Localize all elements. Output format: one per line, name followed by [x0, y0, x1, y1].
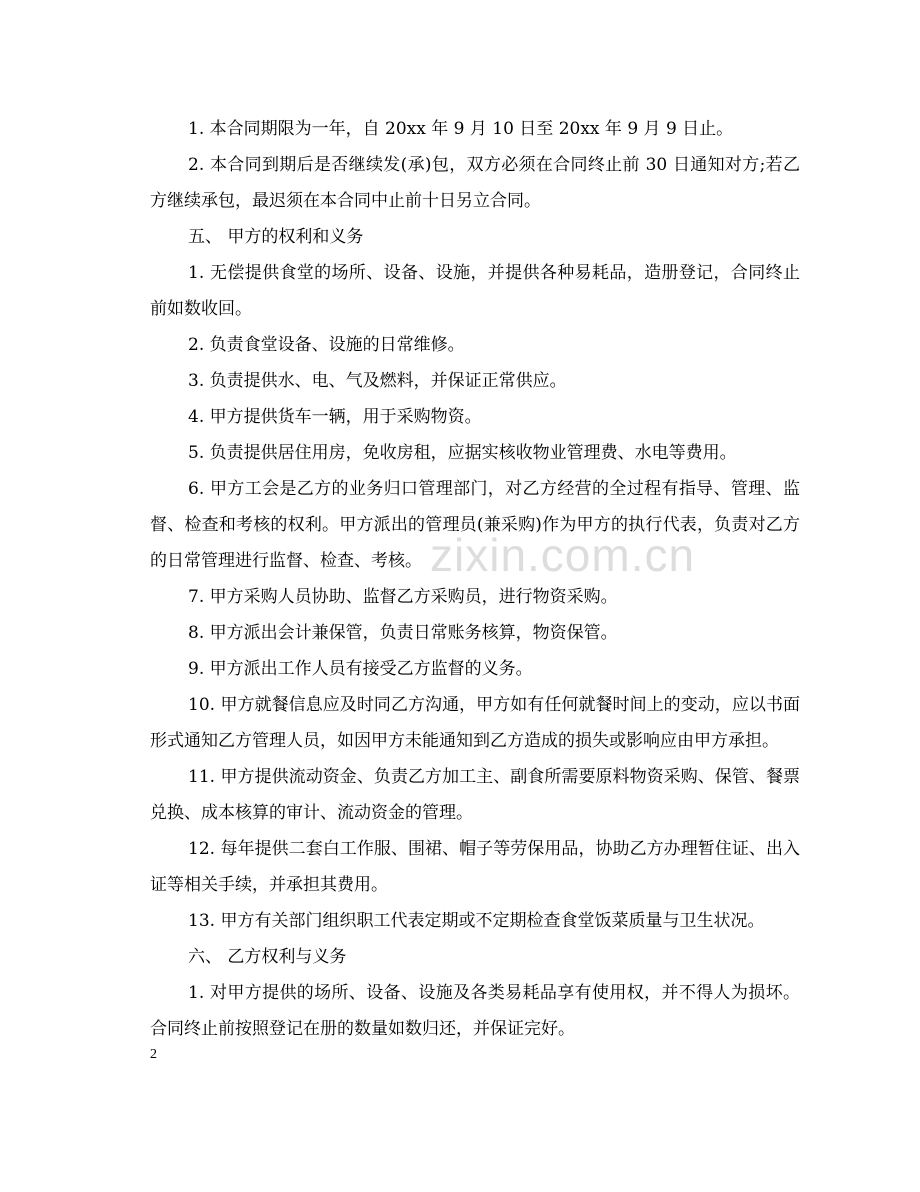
paragraph-party-a-5: 5. 负责提供居住用房，免收房租，应据实核收物业管理费、水电等费用。	[188, 443, 737, 463]
paragraph-party-a-1: 1. 无偿提供食堂的场所、设备、设施，并提供各种易耗品，造册登记，合同终止前如数收回。	[150, 263, 800, 319]
paragraph-party-a-4: 4. 甲方提供货车一辆，用于采购物资。	[188, 407, 482, 427]
paragraph-party-a-9: 9. 甲方派出工作人员有接受乙方监督的义务。	[188, 659, 533, 679]
paragraph-term-1: 1. 本合同期限为一年，自 20xx 年 9 月 10 日至 20xx 年 9 月 9 日止。	[188, 119, 734, 139]
paragraph-party-a-2: 2. 负责食堂设备、设施的日常维修。	[188, 335, 465, 355]
document-body	[150, 111, 800, 1047]
paragraph-party-a-3: 3. 负责提供水、电、气及燃料，并保证正常供应。	[188, 371, 567, 391]
paragraph-party-b-1: 1. 对甲方提供的场所、设备、设施及各类易耗品享有使用权，并不得人为损坏。合同终止前按照登记在册的数量如数归还，并保证完好。	[150, 983, 800, 1039]
paragraph-party-a-13: 13. 甲方有关部门组织职工代表定期或不定期检查食堂饭菜质量与卫生状况。	[188, 911, 765, 931]
paragraph-party-a-6: 6. 甲方工会是乙方的业务归口管理部门，对乙方经营的全过程有指导、管理、监督、检查和考核的权利。甲方派出的管理员(兼采购)作为甲方的执行代表，负责对乙方的日常管理进行监督、检查、考核。	[150, 479, 800, 571]
section-heading-party-a: 五、 甲方的权利和义务	[188, 227, 364, 247]
paragraph-term-2: 2. 本合同到期后是否继续发(承)包，双方必须在合同终止前 30 日通知对方;若乙方继续承包，最迟须在本合同中止前十日另立合同。	[150, 155, 800, 211]
paragraph-party-a-8: 8. 甲方派出会计兼保管，负责日常账务核算，物资保管。	[188, 623, 618, 643]
page-number: 2	[150, 1047, 157, 1062]
paragraph-party-a-11: 11. 甲方提供流动资金、负责乙方加工主、副食所需要原料物资采购、保管、餐票兑换、成本核算的审计、流动资金的管理。	[150, 767, 800, 823]
paragraph-party-a-10: 10. 甲方就餐信息应及时同乙方沟通，甲方如有任何就餐时间上的变动，应以书面形式通知乙方管理人员，如因甲方未能通知到乙方造成的损失或影响应由甲方承担。	[150, 695, 800, 751]
paragraph-party-a-12: 12. 每年提供二套白工作服、围裙、帽子等劳保用品，协助乙方办理暂住证、出入证等相关手续，并承担其费用。	[150, 839, 800, 895]
paragraph-party-a-7: 7. 甲方采购人员协助、监督乙方采购员，进行物资采购。	[188, 587, 618, 607]
section-heading-party-b: 六、 乙方权利与义务	[188, 947, 347, 967]
watermark: zixin.com.cn	[430, 529, 696, 581]
